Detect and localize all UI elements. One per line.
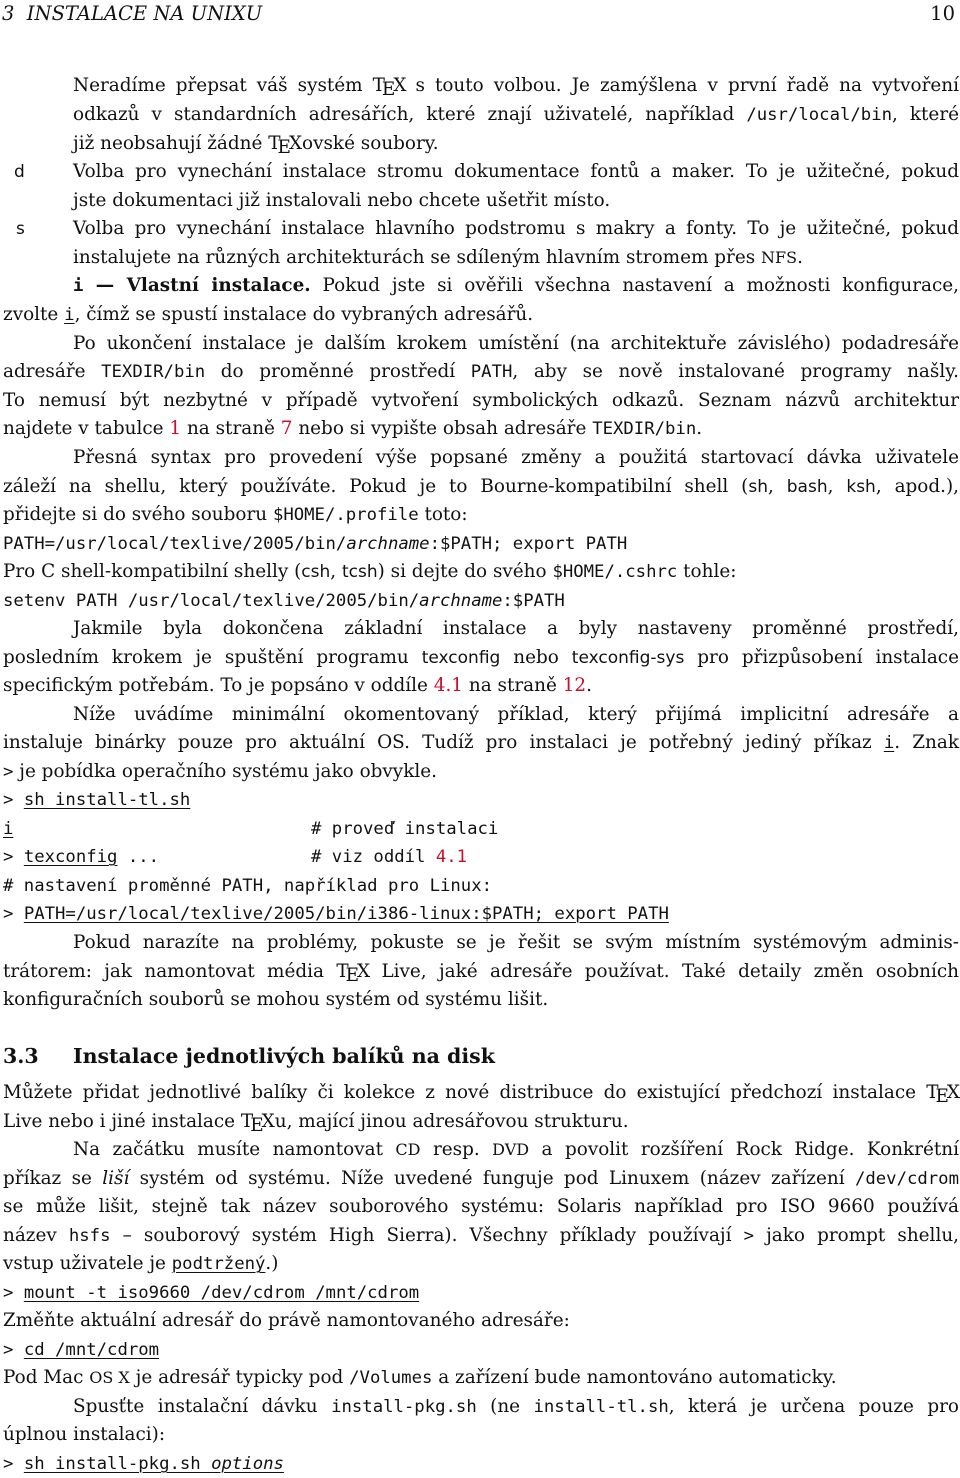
s33-p2-line-4: název hsfs – souborový systém High Sierra). Všechny příklady používají > jako prompt shellu, — [3, 1225, 960, 1246]
code-example-1: > sh install-tl.sh — [3, 790, 191, 810]
code-example-3: > texconfig ... # viz oddíl 4.1 — [3, 847, 468, 867]
para-example-line-1: Níže uvádíme minimální okomentovaný příklad, který přijímá implicitní adresáře a — [73, 704, 959, 725]
para-syntax-line-1: Přesná syntax pro provedení výše popsané změny a použitá startovací dávka uživatele — [73, 447, 959, 468]
section-heading — [3, 1042, 960, 1070]
para-after-line-4: najdete v tabulce 1 na straně 7 nebo si vypište obsah adresáře TEXDIR/bin. — [3, 418, 703, 439]
para-after-line-2: adresáře TEXDIR/bin do proměnné prostředí PATH, aby se nově instalované programy našly. — [3, 361, 959, 382]
code-usr-local-bin: /usr/local/bin — [746, 105, 893, 125]
s33-p2-line-5: vstup uživatele je podtržený.) — [3, 1253, 279, 1274]
para-jakmile-line-2: posledním krokem je spuštění programu texconfig nebo texconfig-sys pro přizpůsobení instalace — [3, 647, 959, 668]
intro-line-2: odkazů v standardních adresářích, které znají uživatelé, například /usr/local/bin, které — [73, 104, 959, 125]
intro-line-1: Neradíme přepsat váš systém TEX s touto volbou. Je zamýšlena v první řadě na vytvoření — [73, 75, 959, 100]
s33-spustte-line-1: Spusťte instalační dávku install-pkg.sh (ne install-tl.sh, která je určena pouze pro — [73, 1396, 959, 1417]
option-i-line-1: i — Vlastní instalace. Pokud jste si ověřili všechna nastavení a možnosti konfigurace, — [73, 275, 960, 296]
para-syntax-line-2: záleží na shellu, který používáte. Pokud je to Bourne-kompatibilní shell (sh, bash, ksh, apod.), — [3, 476, 960, 497]
section-ref-link[interactable]: 4.1 — [433, 675, 464, 696]
option-d-line-2: jste dokumentaci již instalovali nebo chcete ušetřit místo. — [73, 190, 611, 211]
s33-p2-line-2: příkaz se liší systém od systému. Níže uvedené funguje pod Linuxem (název zařízení /dev/cdrom — [3, 1168, 959, 1189]
para-jakmile-line-3: specifickým potřebám. To je popsáno v oddíle 4.1 na straně 12. — [3, 675, 592, 696]
header-page-number: 10 — [930, 2, 955, 25]
code-example-4: # nastavení proměnné PATH, například pro Linux: — [3, 876, 492, 896]
option-d-line-1: Volba pro vynechání instalace stromu dokumentace fontů a maker. To je užitečné, pokud — [73, 161, 959, 182]
code-mount: > mount -t iso9660 /dev/cdrom /mnt/cdrom — [3, 1283, 420, 1303]
table-ref-link[interactable]: 1 — [169, 418, 182, 439]
input-i: i — [64, 305, 75, 325]
para-jakmile-line-1: Jakmile byla dokončena základní instalace a byly nastaveny proměnné prostředí, — [73, 618, 959, 639]
s33-mac: Pod Mac OS X je adresář typicky pod /Volumes a zařízení bude namontováno automaticky. — [3, 1367, 837, 1388]
s33-zmente: Změňte aktuální adresář do právě namontovaného adresáře: — [3, 1310, 570, 1331]
tex-logo: TE — [268, 133, 290, 158]
s33-p2-line-3: se může lišit, stejně tak název souborového systému: Solaris například pro ISO 9660 používá — [3, 1196, 959, 1217]
option-s-line-1: Volba pro vynechání instalace hlavního podstromu s makry a fonty. To je užitečné, pokud — [73, 218, 959, 239]
option-key-i: i — [73, 276, 84, 296]
s33-p2-line-1: Na začátku musíte namontovat CD resp. DVD a povolit rozšíření Rock Ridge. Konkrétní — [73, 1139, 959, 1160]
option-i-title: Vlastní instalace. — [126, 275, 311, 296]
option-i-line-2: zvolte i, čímž se spustí instalace do vybraných adresářů. — [3, 304, 534, 325]
code-install-pkg: > sh install-pkg.sh options — [3, 1454, 284, 1474]
code-example-5: > PATH=/usr/local/texlive/2005/bin/i386-linux:$PATH; export PATH — [3, 904, 669, 924]
tex-logo: TEX — [336, 961, 370, 986]
option-s-line-2: instalujete na různých architekturách se sdíleným hlavním stromem přes NFS. — [73, 247, 803, 268]
code-example-2: i # proveď instalaci — [3, 819, 499, 839]
para-example-line-3: > je pobídka operačního systému jako obvykle. — [3, 761, 437, 782]
para-problems-line-3: konfiguračních souborů se mohou systém od systému lišit. — [3, 989, 549, 1010]
page-ref-link[interactable]: 7 — [280, 418, 293, 439]
code-cd: > cd /mnt/cdrom — [3, 1340, 160, 1360]
para-syntax-line-3: přidejte si do svého souboru $HOME/.profile toto: — [3, 504, 468, 525]
page-ref-link[interactable]: 12 — [562, 675, 587, 696]
tex-logo: TE — [240, 1111, 263, 1136]
code-csh-setenv: setenv PATH /usr/local/texlive/2005/bin/archname:$PATH — [3, 591, 565, 611]
s33-line-2: Live nebo i jiné instalace TEXu, mající jinou adresářovou strukturu. — [3, 1111, 629, 1136]
para-problems-line-1: Pokud narazíte na problémy, pokuste se je řešit se svým místním systémovým adminis- — [73, 932, 959, 953]
para-after-line-1: Po ukončení instalace je dalším krokem umístění (na architektuře závislého) podadresáře — [73, 333, 959, 354]
header-section: 3 INSTALACE NA UNIXU — [2, 2, 263, 25]
option-key-d: d — [14, 162, 25, 182]
intro-line-3: již neobsahují žádné TEXovské soubory. — [73, 133, 439, 158]
code-bourne-path: PATH=/usr/local/texlive/2005/bin/archname:$PATH; export PATH — [3, 534, 628, 554]
s33-line-1: Můžete přidat jednotlivé balíky či kolekce z nové distribuce do existující předchozí instalace TEX — [3, 1082, 959, 1107]
option-key-s: s — [16, 219, 25, 239]
section-number: 3.3 — [3, 1044, 39, 1068]
nfs-abbr: NFS — [761, 248, 798, 267]
s33-spustte-line-2: úplnou instalaci): — [3, 1424, 166, 1445]
running-header — [0, 0, 960, 28]
section-title: Instalace jednotlivých balíků na disk — [73, 1044, 495, 1068]
tex-logo: TEX — [926, 1082, 959, 1107]
para-after-line-3: To nemusí být nezbytné v případě vytvoření symbolických odkazů. Seznam názvů architektur — [3, 390, 959, 411]
para-syntax-line-4: Pro C shell-kompatibilní shelly (csh, tcsh) si dejte do svého $HOME/.cshrc tohle: — [3, 561, 737, 582]
section-ref-link[interactable]: 4.1 — [435, 847, 468, 867]
para-example-line-2: instaluje binárky pouze pro aktuální OS. Tudíž pro instalaci je potřebný jediný příkaz i. Znak — [3, 732, 959, 753]
para-problems-line-2: trátorem: jak namontovat média TEX Live, jaké adresáře používat. Také detaily změn osobních — [3, 961, 959, 986]
tex-logo: TEX — [372, 75, 406, 100]
